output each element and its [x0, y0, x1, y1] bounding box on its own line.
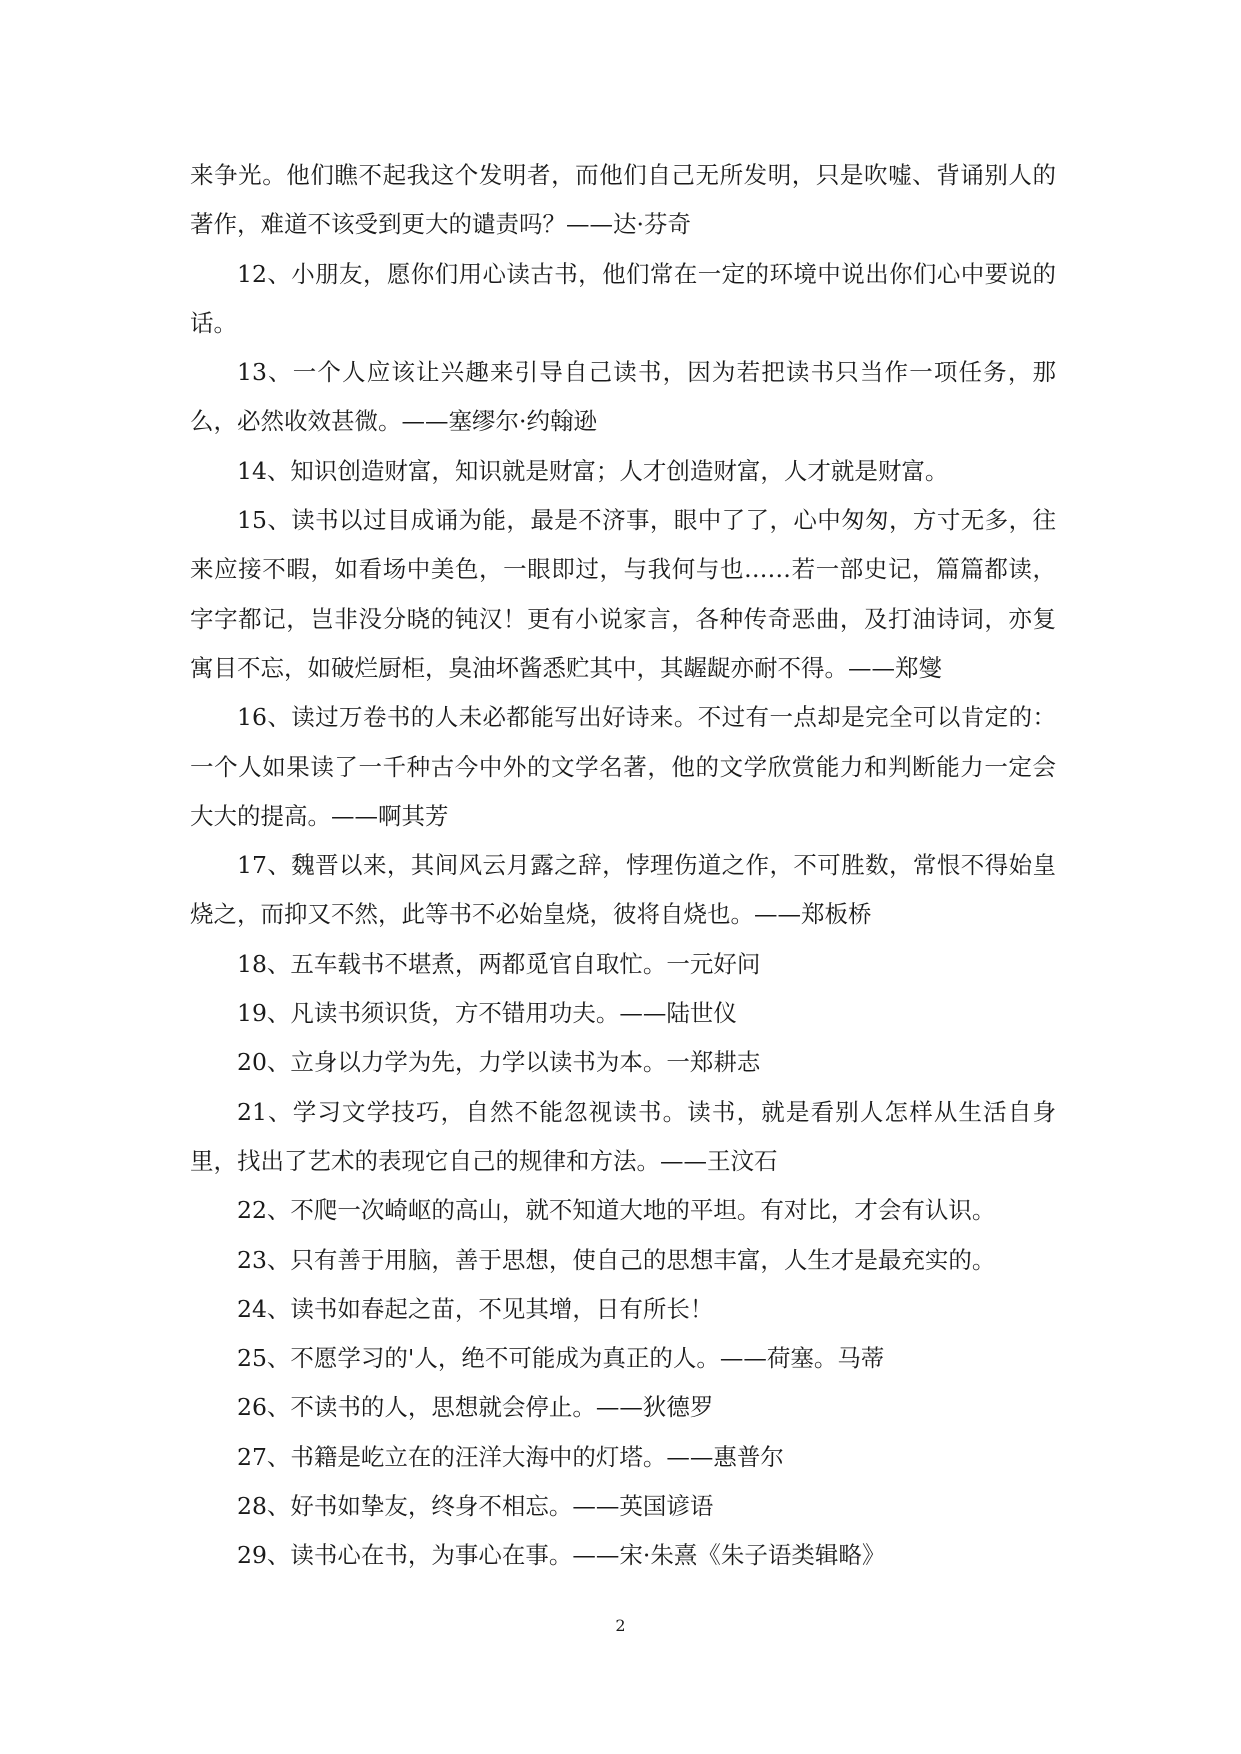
quote-12: 12、小朋友，愿你们用心读古书，他们常在一定的环境中说出你们心中要说的话。 [190, 259, 1056, 337]
quote-29: 29、读书心在书，为事心在事。——宋·朱熹《朱子语类辑略》 [237, 1541, 886, 1570]
quote-13: 13、一个人应该让兴趣来引导自己读书，因为若把读书只当作一项任务，那么，必然收效甚微。——塞缪尔·约翰逊 [190, 358, 1056, 436]
quote-23: 23、只有善于用脑，善于思想，使自己的思想丰富，人生才是最充实的。 [237, 1245, 996, 1274]
quote-14: 14、知识创造财富，知识就是财富；人才创造财富，人才就是财富。 [237, 456, 949, 485]
quote-24: 24、读书如春起之苗，不见其增，日有所长！ [237, 1294, 714, 1323]
quote-25: 25、不愿学习的'人，绝不可能成为真正的人。——荷塞。马蒂 [237, 1344, 885, 1373]
quote-21: 21、学习文学技巧，自然不能忽视读书。读书，就是看别人怎样从生活自身里，找出了艺术的表现它自己的规律和方法。——王汶石 [190, 1097, 1056, 1175]
quote-26: 26、不读书的人，思想就会停止。——狄德罗 [237, 1393, 714, 1422]
quote-20: 20、立身以力学为先，力学以读书为本。一郑耕志 [237, 1048, 761, 1077]
quote-18: 18、五车载书不堪煮，两都觅官自取忙。一元好问 [237, 949, 761, 978]
quote-16: 16、读过万卷书的人未必都能写出好诗来。不过有一点却是完全可以肯定的：一个人如果读了一千种古今中外的文学名著，他的文学欣赏能力和判断能力一定会大大的提高。——啊其芳 [190, 703, 1056, 830]
quote-19: 19、凡读书须识货，方不错用功夫。——陆世仪 [237, 999, 737, 1028]
quote-15: 15、读书以过目成诵为能，最是不济事，眼中了了，心中匆匆，方寸无多，往来应接不暇，如看场中美色，一眼即过，与我何与也……若一部史记，篇篇都读，字字都记，岂非没分晓的钝汉！更有小说家言，各种传奇恶曲，及打油诗词，亦复寓目不忘，如破烂厨柜，臭油坏酱悉贮其中，其龌龊亦耐不得。——郑燮 [190, 506, 1056, 682]
quote-17: 17、魏晋以来，其间风云月露之辞，悖理伤道之作，不可胜数，常恨不得始皇烧之，而抑又不然，此等书不必始皇烧，彼将自烧也。——郑板桥 [190, 851, 1056, 929]
page-body [190, 151, 1056, 1581]
quote-28: 28、好书如挚友，终身不相忘。——英国谚语 [237, 1492, 714, 1521]
paragraph-continuation: 来争光。他们瞧不起我这个发明者，而他们自己无所发明，只是吹嘘、背诵别人的著作，难道不该受到更大的谴责吗？——达·芬奇 [190, 161, 1056, 239]
quote-27: 27、书籍是屹立在的汪洋大海中的灯塔。——惠普尔 [237, 1442, 784, 1471]
page-number: 2 [615, 1616, 626, 1635]
quote-22: 22、不爬一次崎岖的高山，就不知道大地的平坦。有对比，才会有认识。 [237, 1196, 996, 1225]
